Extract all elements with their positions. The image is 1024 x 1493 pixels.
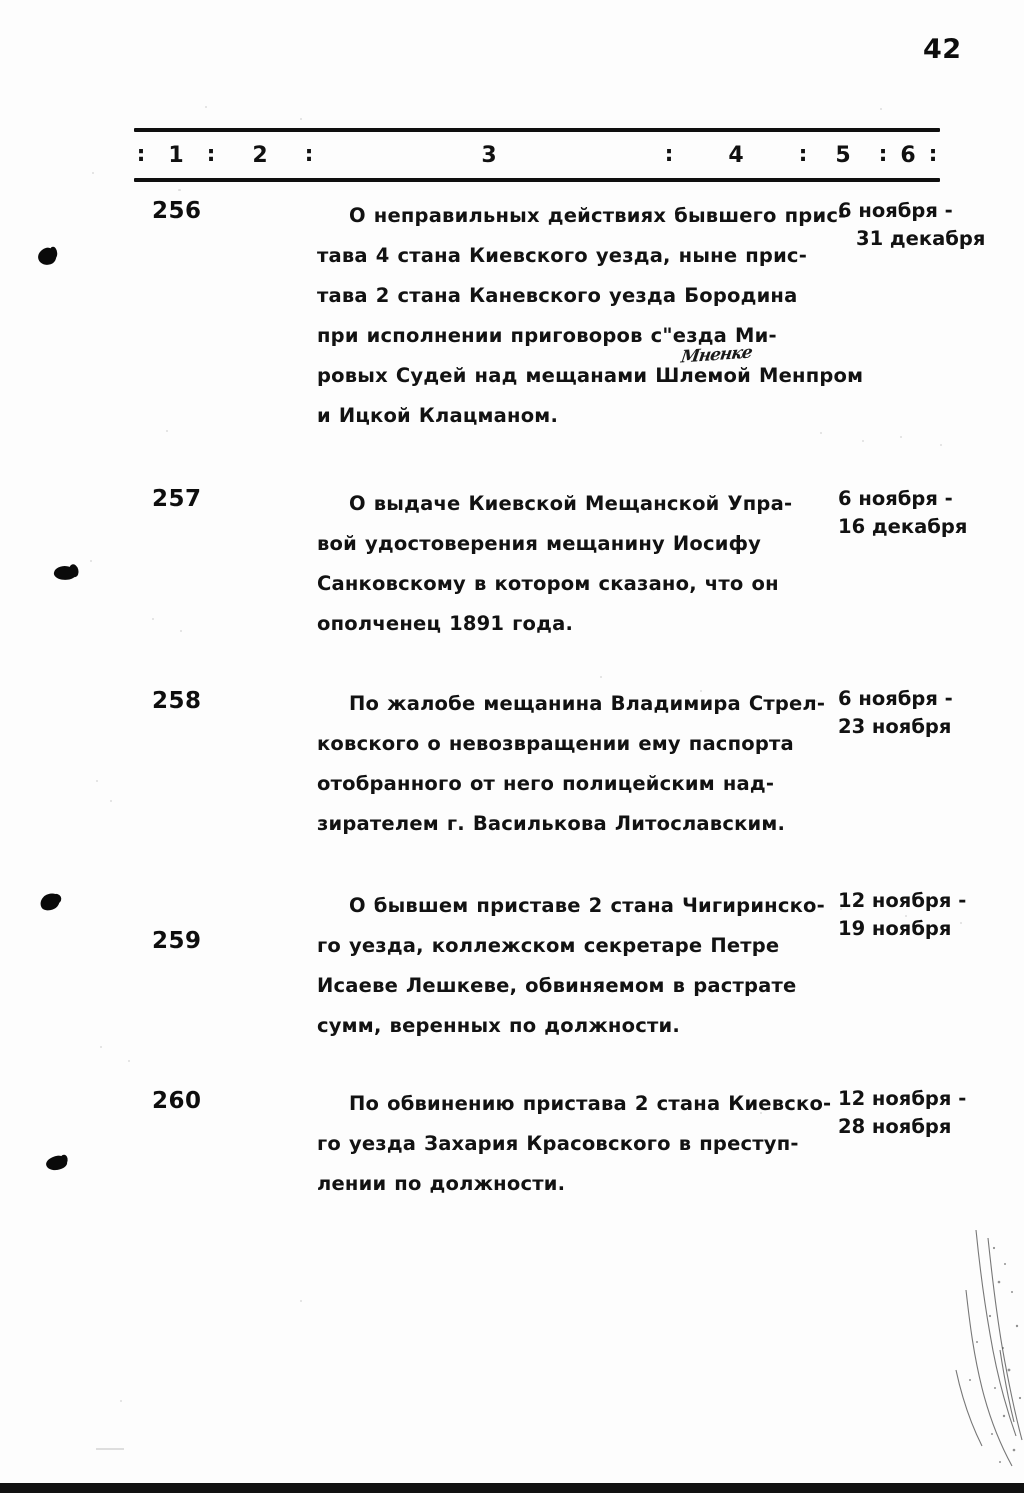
entry-line: и Ицкой Клацманом.: [317, 404, 559, 427]
scan-bottom-edge: [0, 1483, 1024, 1493]
entry-description: [317, 1084, 832, 1204]
entry-number: 256: [152, 198, 202, 224]
entry-body: [152, 1084, 1024, 1204]
column-separator: :: [878, 141, 888, 167]
entry-line: [317, 342, 864, 396]
handwritten-correction: Мненке: [679, 342, 754, 368]
table-row: [0, 484, 1024, 644]
entry-line: О бывшем приставе 2 стана Чигиринско-: [349, 894, 825, 917]
table-row: [0, 684, 1024, 844]
entry-line: зирателем г. Василькова Литославским.: [317, 812, 786, 835]
entry-date-to: 19 ноября: [838, 917, 952, 940]
entry-date-range: [838, 1085, 1010, 1141]
entry-body: [152, 196, 1024, 436]
entry-line: О выдаче Киевской Мещанской Упра-: [349, 492, 793, 515]
entry-line: Санковскому в котором сказано, что он: [317, 572, 779, 595]
register-entry-list: [0, 196, 1024, 1238]
entry-line: при исполнении приговоров с"езда Ми-: [317, 324, 777, 347]
column-separator: :: [928, 141, 938, 167]
entry-date-from: 6 ноября -: [838, 487, 953, 510]
column-header-band: [134, 128, 940, 182]
entry-line: го уезда Захария Красовского в преступ-: [317, 1132, 799, 1155]
column-separator: :: [664, 141, 674, 167]
entry-line: Исаеве Лешкеве, обвиняемом в растрате: [317, 974, 797, 997]
entry-description: [317, 886, 825, 1046]
entry-date-to: 16 декабря: [838, 515, 968, 538]
entry-number: 258: [152, 688, 202, 714]
entry-number: 260: [152, 1088, 202, 1114]
column-number-6: 6: [900, 142, 916, 168]
entry-date-from: 12 ноября -: [838, 1087, 967, 1110]
entry-date-from: 6 ноября -: [838, 199, 953, 222]
column-separator: :: [304, 141, 314, 167]
entry-date-to: 28 ноября: [838, 1115, 952, 1138]
entry-date-from: 6 ноября -: [838, 687, 953, 710]
entry-date-range: [838, 197, 1010, 253]
entry-number: 259: [152, 928, 202, 954]
column-separator: :: [798, 141, 808, 167]
header-rule-bottom: [134, 178, 940, 182]
entry-number: 257: [152, 486, 202, 512]
page-number: 42: [923, 34, 963, 65]
entry-line: ковского о невозвращении ему паспорта: [317, 732, 794, 755]
column-number-3: 3: [481, 142, 497, 168]
entry-line: лении по должности.: [317, 1172, 566, 1195]
column-separator: :: [136, 141, 146, 167]
entry-date-range: [838, 887, 1010, 943]
entry-date-range: [838, 685, 1010, 741]
column-number-2: 2: [252, 142, 268, 168]
entry-line: По жалобе мещанина Владимира Стрел-: [349, 692, 826, 715]
entry-date-from: 12 ноября -: [838, 889, 967, 912]
entry-body: [152, 484, 1024, 644]
entry-line: отобранного от него полицейским над-: [317, 772, 775, 795]
table-row: [0, 886, 1024, 1046]
entry-body: [152, 684, 1024, 844]
entry-line: По обвинению пристава 2 стана Киевско-: [349, 1092, 832, 1115]
entry-description: [317, 684, 825, 844]
column-separator: :: [206, 141, 216, 167]
entry-line-text: ровых Судей над мещанами Шлемой Менпром: [317, 364, 864, 387]
entry-line: тава 4 стана Киевского уезда, ныне прис-: [317, 244, 807, 267]
table-row: [0, 196, 1024, 436]
column-number-4: 4: [728, 142, 744, 168]
column-number-1: 1: [168, 142, 184, 168]
entry-date-to: 31 декабря: [856, 227, 986, 250]
table-row: [0, 1084, 1024, 1204]
entry-line: тава 2 стана Каневского уезда Бородина: [317, 284, 798, 307]
entry-line: сумм, веренных по должности.: [317, 1014, 680, 1037]
entry-description: [317, 196, 864, 436]
entry-line: ополченец 1891 года.: [317, 612, 574, 635]
entry-body: [152, 886, 1024, 1046]
entry-description: [317, 484, 825, 644]
entry-line: вой удостоверения мещанину Иосифу: [317, 532, 762, 555]
entry-date-to: 23 ноября: [838, 715, 952, 738]
entry-line: О неправильных действиях бывшего прис-: [349, 204, 847, 227]
entry-date-range: [838, 485, 1010, 541]
column-number-5: 5: [835, 142, 851, 168]
entry-line: го уезда, коллежском секретаре Петре: [317, 934, 780, 957]
